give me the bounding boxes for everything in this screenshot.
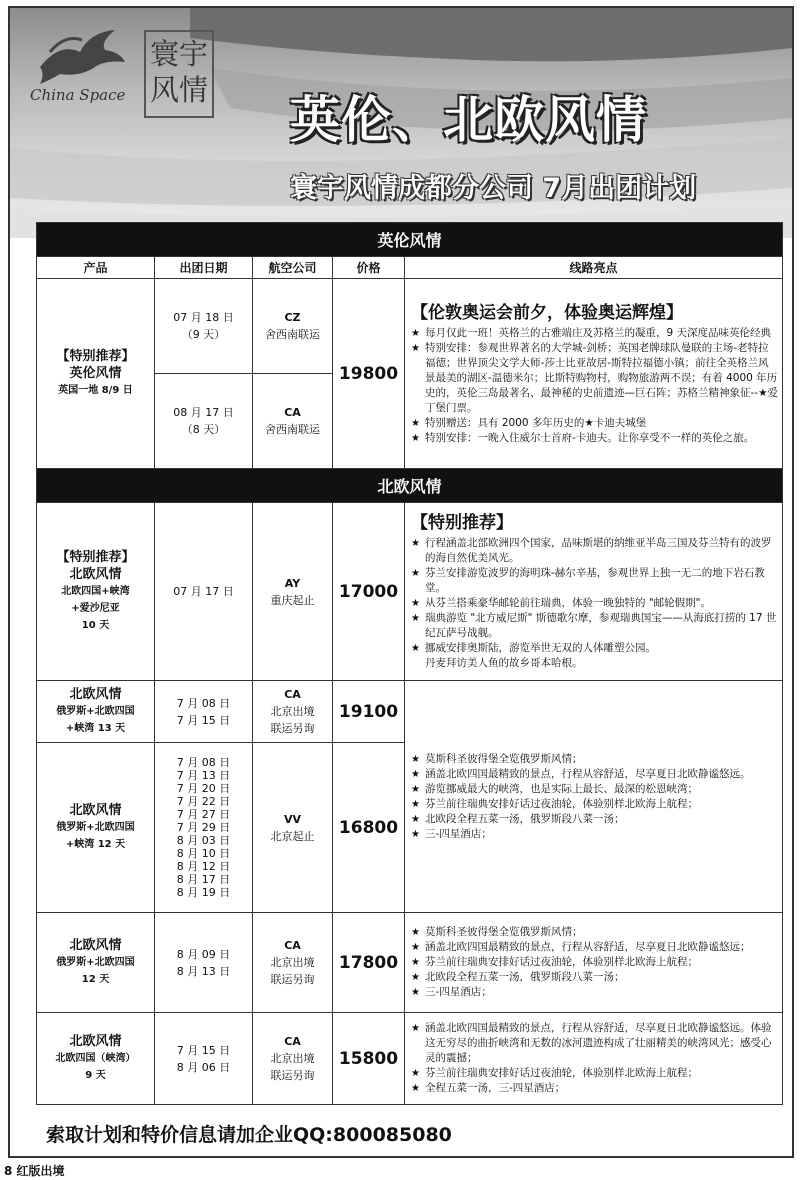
airline-cell xyxy=(253,913,333,1013)
column-header-row xyxy=(37,257,783,279)
header-banner xyxy=(10,8,792,238)
logo xyxy=(20,22,210,112)
product-cell xyxy=(37,279,155,469)
date-cell: 7 月 15 日 8 月 06 日 xyxy=(155,1013,253,1105)
airline-cell xyxy=(253,279,333,374)
highlight-item: ★ 游览挪威最大的峡湾，也是实际上最长、最深的松恩峡湾； xyxy=(411,782,778,797)
date-cell: 7 月 08 日 7 月 15 日 xyxy=(155,681,253,743)
airline-note: 北京出境 联运另询 xyxy=(270,956,315,986)
logo-english-text: China Space xyxy=(30,86,126,104)
highlight-item: ★ 每月仅此一班！英格兰的古雅端庄及苏格兰的凝重，9 天深度品味英伦经典 xyxy=(411,326,778,341)
airline-code: CA xyxy=(284,1035,301,1048)
days: （8 天） xyxy=(181,423,226,436)
page-frame xyxy=(8,6,794,1158)
airline-code: CZ xyxy=(284,311,301,324)
airline-cell xyxy=(253,374,333,469)
product-sub: 英国一地 8/9 日 xyxy=(58,385,133,396)
section-title-nordic: 北欧风情 xyxy=(37,469,783,503)
price-cell: 16800 xyxy=(333,743,405,913)
product-name: 北欧风情 xyxy=(69,687,122,702)
airline-cell xyxy=(253,743,333,913)
tour-table xyxy=(36,222,783,1105)
table-row xyxy=(37,913,783,1013)
highlight-item: ★ 从芬兰搭乘豪华邮轮前往瑞典，体验一晚独特的 "邮轮假期"。 xyxy=(411,596,778,611)
highlight-item: 丹麦拜访美人鱼的故乡哥本哈根。 xyxy=(425,657,583,669)
price-cell: 19100 xyxy=(333,681,405,743)
table-row xyxy=(37,503,783,681)
airline-code: CA xyxy=(284,406,301,419)
price-cell: 15800 xyxy=(333,1013,405,1105)
airline-code: CA xyxy=(284,939,301,952)
highlight-item: ★ 莫斯科圣彼得堡全览俄罗斯风情； xyxy=(411,752,778,767)
section-header-nordic xyxy=(37,469,783,503)
date-cell xyxy=(155,279,253,374)
date-cell: 8 月 09 日 8 月 13 日 xyxy=(155,913,253,1013)
highlight-item: ★ 特别赠送：具有 2000 多年历史的★卡迪夫城堡 xyxy=(411,416,778,431)
product-cell xyxy=(37,1013,155,1105)
airline-note: 舍西南联运 xyxy=(265,423,320,436)
highlight-item: ★ 芬兰安排游览波罗的海明珠-赫尔辛基，参观世界上独一无二的地下岩石教堂。 xyxy=(411,566,778,596)
airline-cell xyxy=(253,681,333,743)
highlight-item: ★ 全程五菜一汤，三-四星酒店； xyxy=(411,1081,778,1096)
product-sub: 北欧四国（峡湾） 9 天 xyxy=(55,1053,136,1081)
airline-cell xyxy=(253,1013,333,1105)
col-header-price: 价格 xyxy=(333,257,405,279)
col-header-highlights: 线路亮点 xyxy=(405,257,783,279)
product-sub: 俄罗斯+北欧四国 +峡湾 12 天 xyxy=(56,822,135,850)
price-cell: 17800 xyxy=(333,913,405,1013)
highlight-item: ★ 涵盖北欧四国最精致的景点，行程从容舒适，尽享夏日北欧静谧悠远。体验这无穷尽的曲折峡湾和无数的冰河遗迹构成了壮丽精美的峡湾风光；感受心灵的震撼； xyxy=(411,1021,778,1066)
product-cell xyxy=(37,743,155,913)
product-sub: 俄罗斯+北欧四国 12 天 xyxy=(56,957,135,985)
airline-note: 重庆起止 xyxy=(270,593,315,607)
product-cell xyxy=(37,913,155,1013)
highlight-item: ★ 瑞典游览 "北方威尼斯" 斯德歌尔摩，参观瑞典国宝——从海底打捞的 17 世纪瓦萨号战舰。 xyxy=(411,611,778,641)
highlight-item: ★ 三-四星酒店； xyxy=(411,827,778,842)
table-row xyxy=(37,681,783,743)
col-header-airline: 航空公司 xyxy=(253,257,333,279)
airline-note: 北京出境 联运另询 xyxy=(270,705,315,735)
airline-code: VV xyxy=(283,812,302,826)
product-cell xyxy=(37,681,155,743)
days: （9 天） xyxy=(181,328,226,341)
airline-note: 北京出境 联运另询 xyxy=(270,1052,315,1082)
product-name: 英伦风情 xyxy=(69,366,122,381)
highlight-item: ★ 北欧段全程五菜一汤，俄罗斯段八菜一汤； xyxy=(411,812,778,827)
highlight-item: ★ 特别安排：参观世界著名的大学城-剑桥；英国老牌球队曼联的主场-老特拉福德；世界顶尖文学大师-莎士比亚故居-斯特拉福德小镇；前往全英格兰风景最美的湖区-温德米尔；比斯特购物村，购物旅游两不误；有着 4000 年历史的，英伦三岛最著名、最神秘的史前遗迹—巨石阵；苏格兰精神象征--★爱丁堡门票。 xyxy=(411,341,778,416)
highlight-item: ★ 特别安排：一晚入住威尔士首府-卡迪夫。让你享受不一样的英伦之旅。 xyxy=(411,431,778,446)
highlights-title: 【特别推荐】 xyxy=(411,513,513,533)
highlights-cell xyxy=(405,503,783,681)
highlight-item: ★ 芬兰前往瑞典安排好话过夜油轮，体验别样北欧海上航程； xyxy=(411,955,778,970)
product-name: 北欧风情 xyxy=(69,938,122,953)
highlight-item: ★ 北欧段全程五菜一汤，俄罗斯段八菜一汤； xyxy=(411,970,778,985)
product-name: 北欧风情 xyxy=(69,803,122,818)
page-number: 8 红版出境 xyxy=(4,1164,65,1178)
section-header-uk xyxy=(37,223,783,257)
highlight-item: ★ 涵盖北欧四国最精致的景点，行程从容舒适，尽享夏日北欧静谧悠远。 xyxy=(411,767,778,782)
logo-chinese-text: 寰宇 风情 xyxy=(144,30,214,118)
date-cell: 07 月 17 日 xyxy=(155,503,253,681)
highlights-cell xyxy=(405,279,783,469)
highlight-item: ★ 芬兰前往瑞典安排好话过夜油轮，体验别样北欧海上航程； xyxy=(411,1066,778,1081)
airline-note: 舍西南联运 xyxy=(265,328,320,341)
price-cell: 19800 xyxy=(333,279,405,469)
product-tag: 【特别推荐】 xyxy=(56,349,135,364)
col-header-product: 产品 xyxy=(37,257,155,279)
highlight-item: ★ 莫斯科圣彼得堡全览俄罗斯风情； xyxy=(411,925,778,940)
product-sub: 俄罗斯+北欧四国 +峡湾 13 天 xyxy=(56,706,135,734)
highlights-cell xyxy=(405,1013,783,1105)
airline-note: 北京起止 xyxy=(270,829,315,843)
product-name: 北欧风情 xyxy=(69,1034,122,1049)
pegasus-logo-icon xyxy=(20,22,140,92)
page-title: 英伦、北欧风情 xyxy=(290,91,647,149)
highlights-cell-shared xyxy=(405,681,783,913)
product-sub: 北欧四国+峡湾 +爱沙尼亚 10 天 xyxy=(61,586,130,631)
table-row xyxy=(37,1013,783,1105)
airline-cell xyxy=(253,503,333,681)
table-row xyxy=(37,279,783,374)
highlight-item: ★ 三-四星酒店； xyxy=(411,985,778,1000)
highlight-item: ★ 行程涵盖北部欧洲四个国家，品味斯堪的纳维亚半岛三国及芬兰特有的波罗的海自然优美风光。 xyxy=(411,536,778,566)
page-subtitle: 寰宇风情成都分公司 7月出团计划 xyxy=(290,173,697,204)
highlight-item: ★ 涵盖北欧四国最精致的景点，行程从容舒适，尽享夏日北欧静谧悠远； xyxy=(411,940,778,955)
section-title-uk: 英伦风情 xyxy=(37,223,783,257)
date: 07 月 18 日 xyxy=(173,311,234,324)
product-cell xyxy=(37,503,155,681)
highlights-title: 【伦敦奥运会前夕，体验奥运辉煌】 xyxy=(411,302,683,323)
airline-code: AY xyxy=(284,576,301,590)
highlights-cell xyxy=(405,913,783,1013)
date-cell xyxy=(155,374,253,469)
date-cell: 7 月 08 日 7 月 13 日 7 月 20 日 7 月 22 日 7 月 27 日 7 月 29 日 8 月 03 日 8 月 10 日 8 月 12 日 8 月 17 日 8 月 19 日 xyxy=(155,743,253,913)
product-tag: 【特别推荐】 xyxy=(56,550,135,565)
col-header-date: 出团日期 xyxy=(155,257,253,279)
product-name: 北欧风情 xyxy=(69,567,122,582)
contact-footer: 索取计划和特价信息请加企业QQ:800085080 xyxy=(46,1124,452,1146)
date: 08 月 17 日 xyxy=(173,406,234,419)
highlight-item: ★ 挪威安排奥斯陆，游览举世无双的人体雕塑公园。 xyxy=(411,641,778,656)
price-cell: 17000 xyxy=(333,503,405,681)
highlight-item: ★ 芬兰前往瑞典安排好话过夜油轮，体验别样北欧海上航程； xyxy=(411,797,778,812)
airline-code: CA xyxy=(284,688,301,701)
